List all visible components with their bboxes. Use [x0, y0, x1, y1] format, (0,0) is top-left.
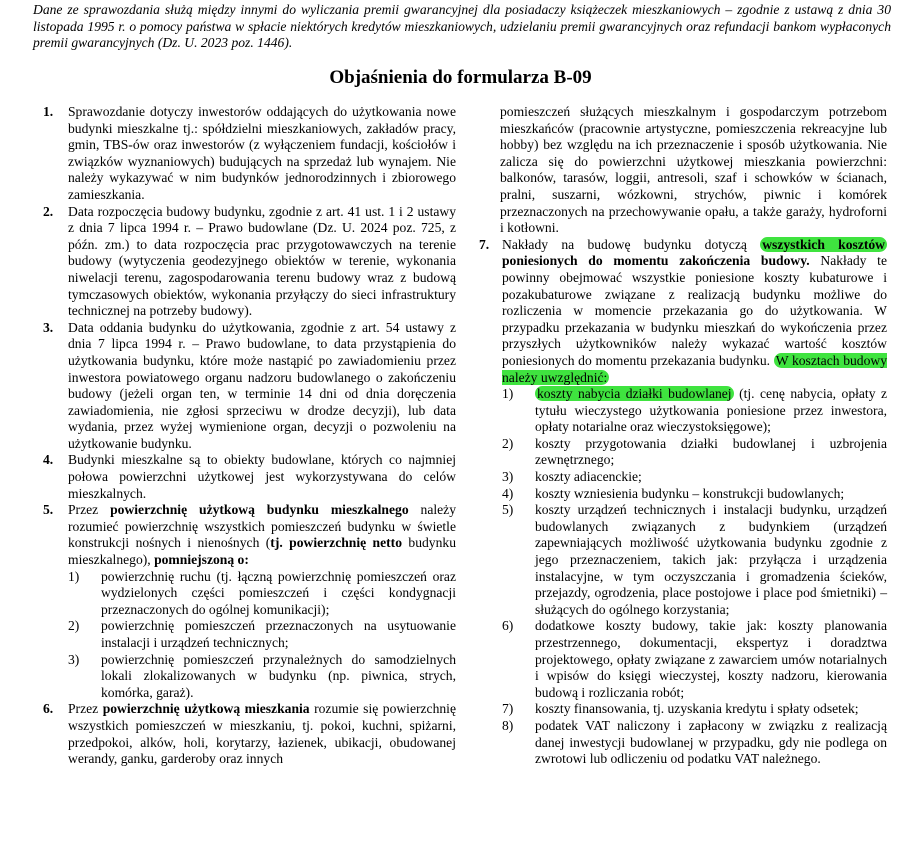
item-7: [479, 237, 887, 768]
sub-text: koszty finansowania, tj. uzyskania kredytu i spłaty odsetek;: [535, 701, 859, 717]
sub-text: powierzchnię pomieszczeń przynależnych do samodzielnych lokali zlokalizowanych w budynku (np. piwnica, strych, komórka, garaż).: [101, 651, 456, 700]
item-body: [68, 502, 456, 701]
highlight: W kosztach budowy należy uwzględnić:: [502, 352, 888, 385]
item-number: 2.: [43, 203, 54, 219]
text: Nakłady te powinny obejmować wszystkie poniesione koszty kubaturowe i pozakubaturowe związane z realizacją budynku możliwe do rozliczenia w momencie przekazania go do użytkowania. W przypadku przekazania w budynku mieszkań do wykończenia przez przyszłych użytkowników należy wykazać wartość kosztów poniesionych do momentu przekazania budynku.: [502, 253, 887, 368]
text: Przez: [68, 502, 111, 518]
item-text: Budynki mieszkalne są to obiekty budowlane, których co najmniej połowa powierzchni użytkowej jest wykorzystywana do celów mieszkalnych.: [68, 452, 456, 501]
item-5: [43, 502, 456, 701]
sub-text: koszty przygotowania działki budowlanej i uzbrojenia zewnętrznego;: [535, 435, 887, 468]
item-6-continuation: pomieszczeń służących mieszkalnym i gospodarczym potrzebom mieszkańców (pracownie artystyczne, pomieszczenia rekreacyjne lub hobby) bez względu na ich przeznaczenie i sposób użytkowania. Nie zalicza się do powierzchni użytkowej mieszkania powierzchni: balkonów, tarasów, loggii, antresoli, szaf i schowków w ścianach, pralni, suszarni, wózkowni, strychów, piwnic i komórek przeznaczonych na przechowywanie opału, a także garaży, hydroforni i kotłowni.: [500, 104, 887, 236]
sub-item: [502, 618, 887, 701]
text: Przez: [68, 701, 103, 717]
page-title: Objaśnienia do formularza B-09: [329, 67, 592, 88]
item-3: [43, 320, 456, 453]
sub-item: [502, 436, 887, 469]
highlight: wszystkich kosztów: [762, 236, 885, 252]
sub-number: 5): [502, 502, 514, 518]
item-number: 3.: [43, 319, 54, 335]
sub-text: [535, 386, 887, 436]
text: rozumie się powierzchnię wszystkich pomieszczeń w mieszkaniu, tj. pokoi, kuchni, spiżarni, przedpokoi, alków, holi, korytarzy, łazienek, ubikacji, obudowanej werandy, ganku, garderoby oraz innych: [68, 701, 456, 767]
item-1: [43, 104, 456, 204]
sub-item: [502, 502, 887, 618]
sub-number: 2): [502, 435, 514, 451]
sub-item: [502, 469, 887, 486]
item-text: [502, 237, 887, 386]
item-body: [502, 237, 887, 768]
sub-item: [68, 618, 456, 651]
bold-term: tj. powierzchnię netto: [270, 535, 403, 551]
sub-text: dodatkowe koszty budowy, takie jak: koszty planowania przestrzennego, dokumentacji, ekspertyz i doradztwa projektowego, opłaty związane z zawarciem umów notarialnych i wpisów do księgi wieczystej, koszty nadzoru, kierowania budową i rozliczania robót;: [535, 618, 887, 700]
sub-number: 3): [502, 469, 514, 485]
sub-number: 8): [502, 717, 514, 733]
sub-number: 4): [502, 485, 514, 501]
sub-number: 7): [502, 701, 514, 717]
item-number: 6.: [43, 701, 54, 717]
item-text: Data rozpoczęcia budowy budynku, zgodnie z art. 41 ust. 1 i 2 ustawy z dnia 7 lipca 1994 r. – Prawo budowlane (Dz. U. 2024 poz. 725, z późn. zm.) to data rozpoczęcia prac przygotowawczych na terenie budowy (wytyczenia geodezyjnego obiektów w terenie, wykonania niwelacji terenu, zagospodarowania terenu budowy wraz z budową tymczasowych obiektów, wykonania przyłączy do sieci infrastruktury technicznej na potrzeby budowy).: [68, 203, 456, 319]
text: budynku mieszkalnego),: [68, 535, 456, 568]
item-text: [68, 502, 456, 568]
sub-number: 3): [68, 651, 80, 667]
bold-term: pomniejszoną o:: [154, 552, 249, 568]
sub-number: 6): [502, 618, 514, 634]
text: (tj. cenę nabycia, opłaty z tytułu wieczystego użytkowania poniesione przez inwestora, opłaty notarialne oraz wieczystoksięgowe);: [535, 386, 888, 435]
sub-text: koszty wzniesienia budynku – konstrukcji budowlanych;: [535, 485, 845, 501]
item-text: Data oddania budynku do użytkowania, zgodnie z art. 54 ustawy z dnia 7 lipca 1994 r. – Prawo budowlane, to data przystąpienia do użytkowania budynku, które może nastąpić po zawiadomieniu przez inwestora powiatowego organu nadzoru budowlanego o zakończeniu budowy (jeżeli organ ten, w terminie 14 dni od dnia doręczenia zawiadomienia, nie zgłosi sprzeciwu w drodze decyzji), lub data wydania, przez wyżej wymienione organ, decyzji o pozwoleniu na użytkowanie budynku.: [68, 319, 456, 451]
sub-item: [502, 386, 887, 436]
sub-text: koszty adiacenckie;: [535, 469, 642, 485]
item-6: [43, 701, 456, 767]
sub-text: powierzchnię ruchu (tj. łączną powierzchnię pomieszczeń oraz wydzielonych części pomieszczeń i części kondygnacji przeznaczonych do ogólnej komunikacji);: [101, 568, 456, 617]
item-number: 1.: [43, 104, 54, 119]
item-number: 7.: [479, 236, 490, 252]
sub-item: [68, 652, 456, 702]
sub-item: [502, 486, 887, 503]
sub-number: 1): [502, 386, 514, 402]
item-text: [68, 701, 456, 767]
text: Nakłady na budowę budynku dotyczą: [502, 236, 761, 252]
item-text: Sprawozdanie dotyczy inwestorów oddających do użytkowania nowe budynki mieszkalne tj.: spółdzielni mieszkaniowych, zakładów pracy, gmin, TBS-ów oraz inwestorów (z wyłączeniem fundacji, kościołów i związków wyznaniowych) budujących na sprzedaż lub wynajem. Nie należy wykazywać w nim budynków jednorodzinnych i zbiorowego zamieszkania.: [68, 104, 456, 202]
right-column: [479, 104, 887, 768]
left-column: [43, 104, 456, 768]
sub-item: [502, 701, 887, 718]
item-2: [43, 204, 456, 320]
item-4: [43, 452, 456, 502]
sub-text: podatek VAT naliczony i zapłacony w związku z realizacją danej inwestycji budowlanej w przypadku, gdy nie podlega on zwrotowi lub odliczeniu od podatku VAT należnego.: [535, 717, 887, 767]
sub-number: 2): [68, 618, 80, 634]
sub-item: [502, 718, 887, 768]
highlight: koszty nabycia działki budowlanej: [537, 386, 732, 402]
intro-note: Dane ze sprawozdania służą między innymi do wyliczania premii gwarancyjnej dla posiadaczy książeczek mieszkaniowych – zgodnie z ustawą z dnia 30 listopada 1995 r. o pomocy państwa w spłacie niektórych kredytów mieszkaniowych, udzielaniu premii gwarancyjnych oraz refundacji bankom wypłaconych premii gwarancyjnych (Dz. U. 2023 poz. 1446).: [33, 2, 891, 51]
bold-term: powierzchnię użytkową budynku mieszkalnego: [110, 502, 409, 518]
bold-term: poniesionych do momentu zakończenia budowy.: [502, 253, 810, 269]
text: należy rozumieć powierzchnię wszystkich pomieszczeń budynku w świetle konstrukcji nośnych i nienośnych (: [68, 502, 456, 551]
item-number: 4.: [43, 452, 54, 468]
item-number: 5.: [43, 502, 54, 518]
bold-term: powierzchnię użytkową mieszkania: [102, 701, 310, 717]
sub-text: powierzchnię pomieszczeń przeznaczonych na usytuowanie instalacji i urządzeń technicznych;: [101, 618, 456, 650]
sub-item: [68, 569, 456, 619]
sub-text: koszty urządzeń technicznych i instalacji budynku, urządzeń budowlanych związanych z budynkiem (urządzeń zapewniających możliwość użytkowania budynku zgodnie z jego przeznaczeniem, takich jak: przyłącza i urządzenia instalacyjne, w tym oczyszczania i gromadzenia ścieków, przejazdy, ogrodzenia, place postojowe i place pod śmietniki) – służących do ogólnego korzystania;: [535, 502, 887, 617]
sub-number: 1): [68, 568, 80, 584]
